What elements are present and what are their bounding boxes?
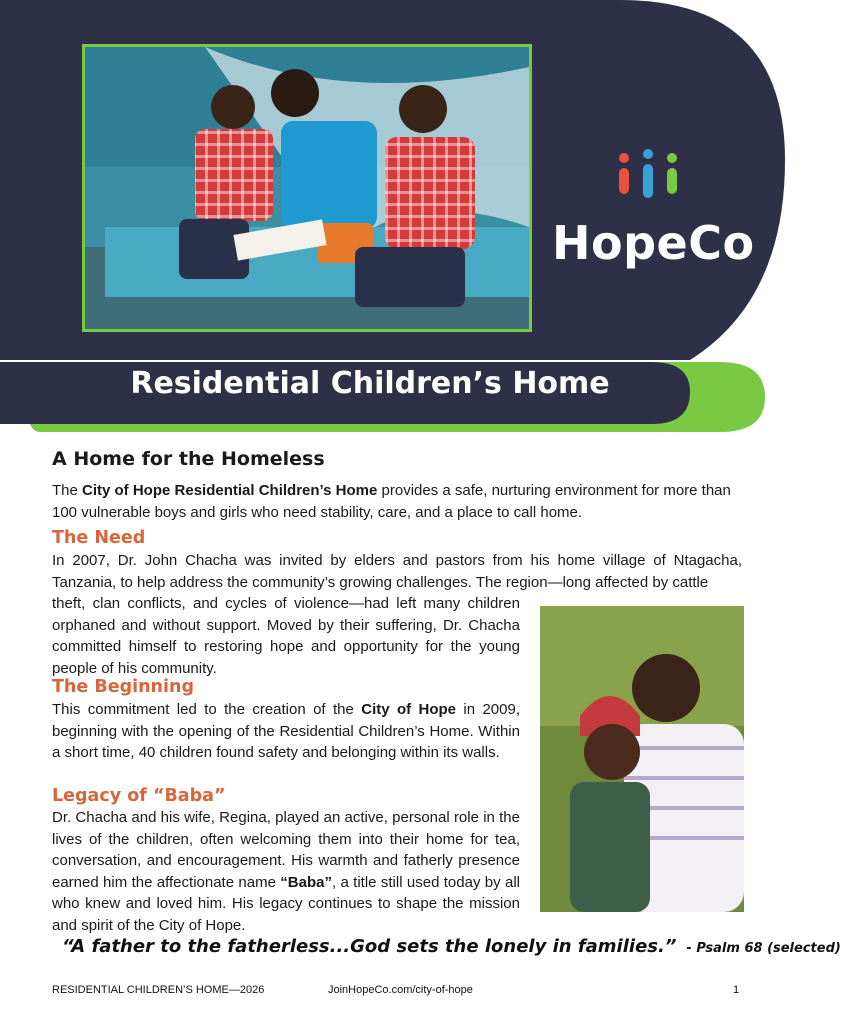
page-title: Residential Children’s Home — [130, 366, 610, 401]
people-icon — [612, 148, 702, 208]
heading-the-need: The Need — [52, 528, 146, 548]
footer-url[interactable]: JoinHopeCo.com/city-of-hope — [328, 984, 473, 996]
quote-source: - Psalm 68 (selected) — [686, 941, 841, 956]
two-girls-photo — [540, 606, 744, 912]
footer-title: RESIDENTIAL CHILDREN’S HOME—2026 — [52, 984, 265, 996]
scripture-quote: “A father to the fatherless...God sets the lonely in families.” - Psalm 68 (selected) — [62, 936, 841, 957]
intro-paragraph: The City of Hope Residential Children’s Home provides a safe, nurturing environment for more than 100 vulnerable boys and girls who need stability, care, and a place to call home. — [52, 482, 731, 521]
heading-the-beginning: The Beginning — [52, 677, 194, 697]
logo-wordmark: HopeCo — [552, 216, 755, 270]
section-heading-home: A Home for the Homeless — [52, 448, 325, 470]
page-number: 1 — [733, 984, 740, 996]
legacy-paragraph: Dr. Chacha and his wife, Regina, played an active, personal role in the lives of the children, often welcoming them into their home for tea, conversation, and encouragement. His warmth and fatherly presence earned him the affectionate name “Baba”, a title still used today by all who knew and loved him. His legacy continues to shape the mission and spirit of the City of Hope. — [52, 809, 520, 934]
children-reading-photo — [82, 44, 532, 332]
need-paragraph-wide: In 2007, Dr. John Chacha was invited by elders and pastors from his home village of Ntagacha, Tanzania, to help address the community’s growing challenges. The region—long affected by cattle — [52, 552, 742, 591]
heading-legacy: Legacy of “Baba” — [52, 786, 226, 806]
hopeco-logo — [552, 148, 755, 278]
beginning-paragraph: This commitment led to the creation of the City of Hope in 2009, beginning with the opening of the Residential Children’s Home. Within a short time, 40 children found safety and belonging within its walls. — [52, 701, 521, 761]
need-paragraph-narrow: theft, clan conflicts, and cycles of violence—had left many children orphaned and without support. Moved by their suffering, Dr. Chacha committed himself to restoring hope and opportunity for the young people of his community. — [52, 595, 520, 677]
